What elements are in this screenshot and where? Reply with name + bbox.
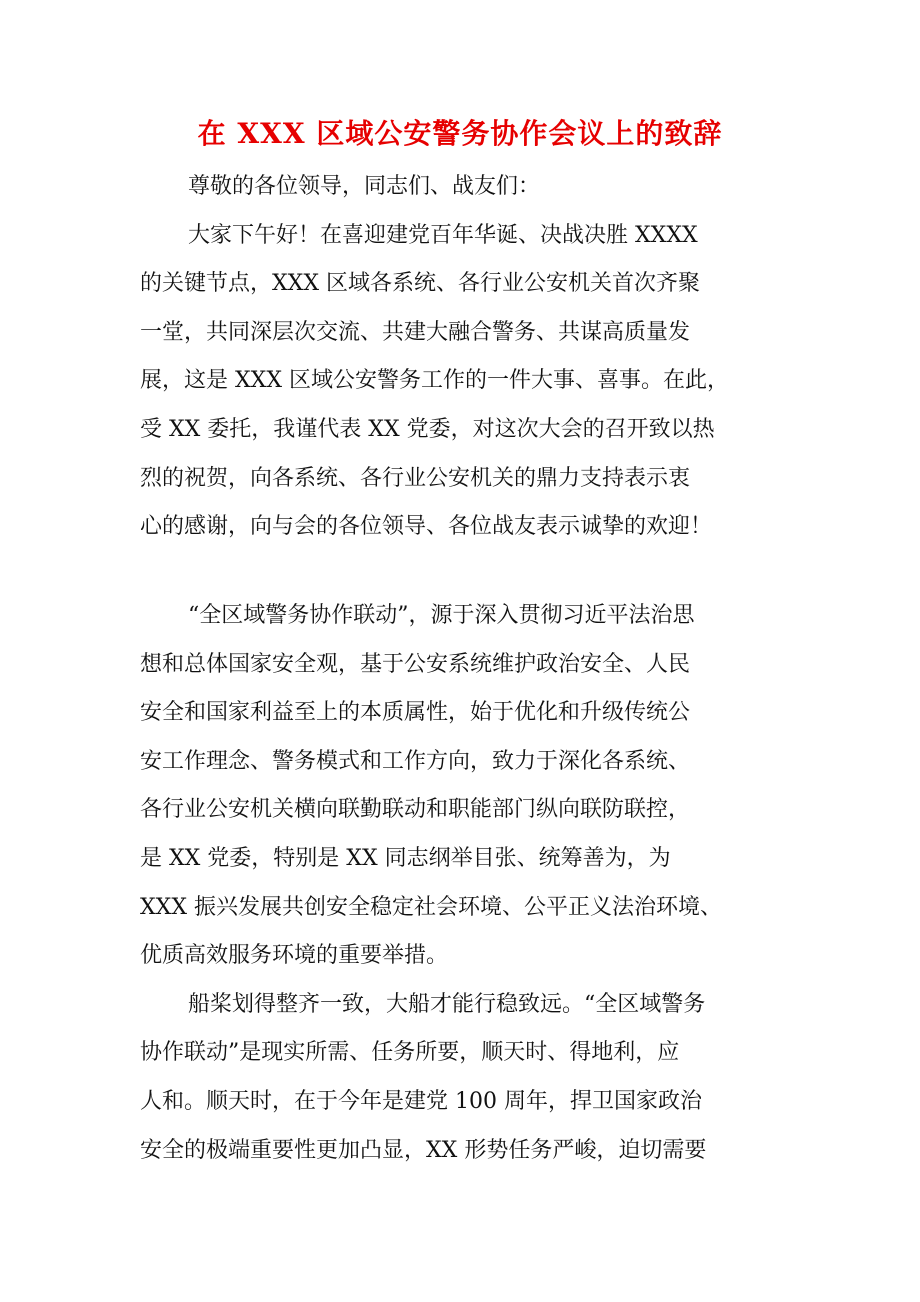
salutation: 尊敬的各位领导，同志们、战友们： xyxy=(188,174,541,199)
paragraph-1-line: 展，这是 XXX 区域公安警务工作的一件大事、喜事。在此， xyxy=(140,368,729,394)
paragraph-1-line: 烈的祝贺，向各系统、各行业公安机关的鼎力支持表示衷 xyxy=(140,465,691,491)
paragraph-1-line: 受 XX 委托，我谨代表 XX 党委，对这次大会的召开致以热 xyxy=(140,416,715,442)
paragraph-1-line: 的关键节点，XXX 区域各系统、各行业公安机关首次齐聚 xyxy=(140,271,700,297)
paragraph-1-line: 大家下午好！在喜迎建党百年华诞、决战决胜 XXXX xyxy=(188,222,698,248)
paragraph-2-line: 优质高效服务环境的重要举措。 xyxy=(140,943,449,969)
paragraph-2-line: 是 XX 党委，特别是 XX 同志纲举目张、统筹善为，为 xyxy=(140,845,671,871)
paragraph-3-line: 协作联动”是现实所需、任务所要，顺天时、得地利，应 xyxy=(140,1040,680,1066)
paragraph-2-line: 想和总体国家安全观，基于公安系统维护政治安全、人民 xyxy=(140,651,691,677)
paragraph-1-line: 心的感谢，向与会的各位领导、各位战友表示诚挚的欢迎！ xyxy=(140,514,713,540)
paragraph-2-line: 各行业公安机关横向联勤联动和职能部门纵向联防联控， xyxy=(140,797,691,823)
document-body-part-2 xyxy=(140,592,785,1175)
paragraph-3-line: 船桨划得整齐一致，大船才能行稳致远。“全区域警务 xyxy=(188,991,706,1017)
paragraph-2-line: XXX 振兴发展共创安全稳定社会环境、公平正义法治环境、 xyxy=(140,894,722,920)
paragraph-2-line: “全区域警务协作联动”，源于深入贯彻习近平法治思 xyxy=(188,603,695,628)
paragraph-2-line: 安工作理念、警务模式和工作方向，致力于深化各系统、 xyxy=(140,748,691,774)
document-title: 在 XXX 区域公安警务协作会议上的致辞 xyxy=(197,117,723,150)
paragraph-2-line: 安全和国家利益至上的本质属性，始于优化和升级传统公 xyxy=(140,700,691,726)
paragraph-1-line: 一堂，共同深层次交流、共建大融合警务、共谋高质量发 xyxy=(140,319,691,345)
paragraph-3-line: 人和。顺天时，在于今年是建党 100 周年，捍卫国家政治 xyxy=(140,1088,702,1114)
paragraph-3-line: 安全的极端重要性更加凸显，XX 形势任务严峻，迫切需要 xyxy=(140,1137,707,1163)
document-body-part-1 xyxy=(140,163,785,552)
